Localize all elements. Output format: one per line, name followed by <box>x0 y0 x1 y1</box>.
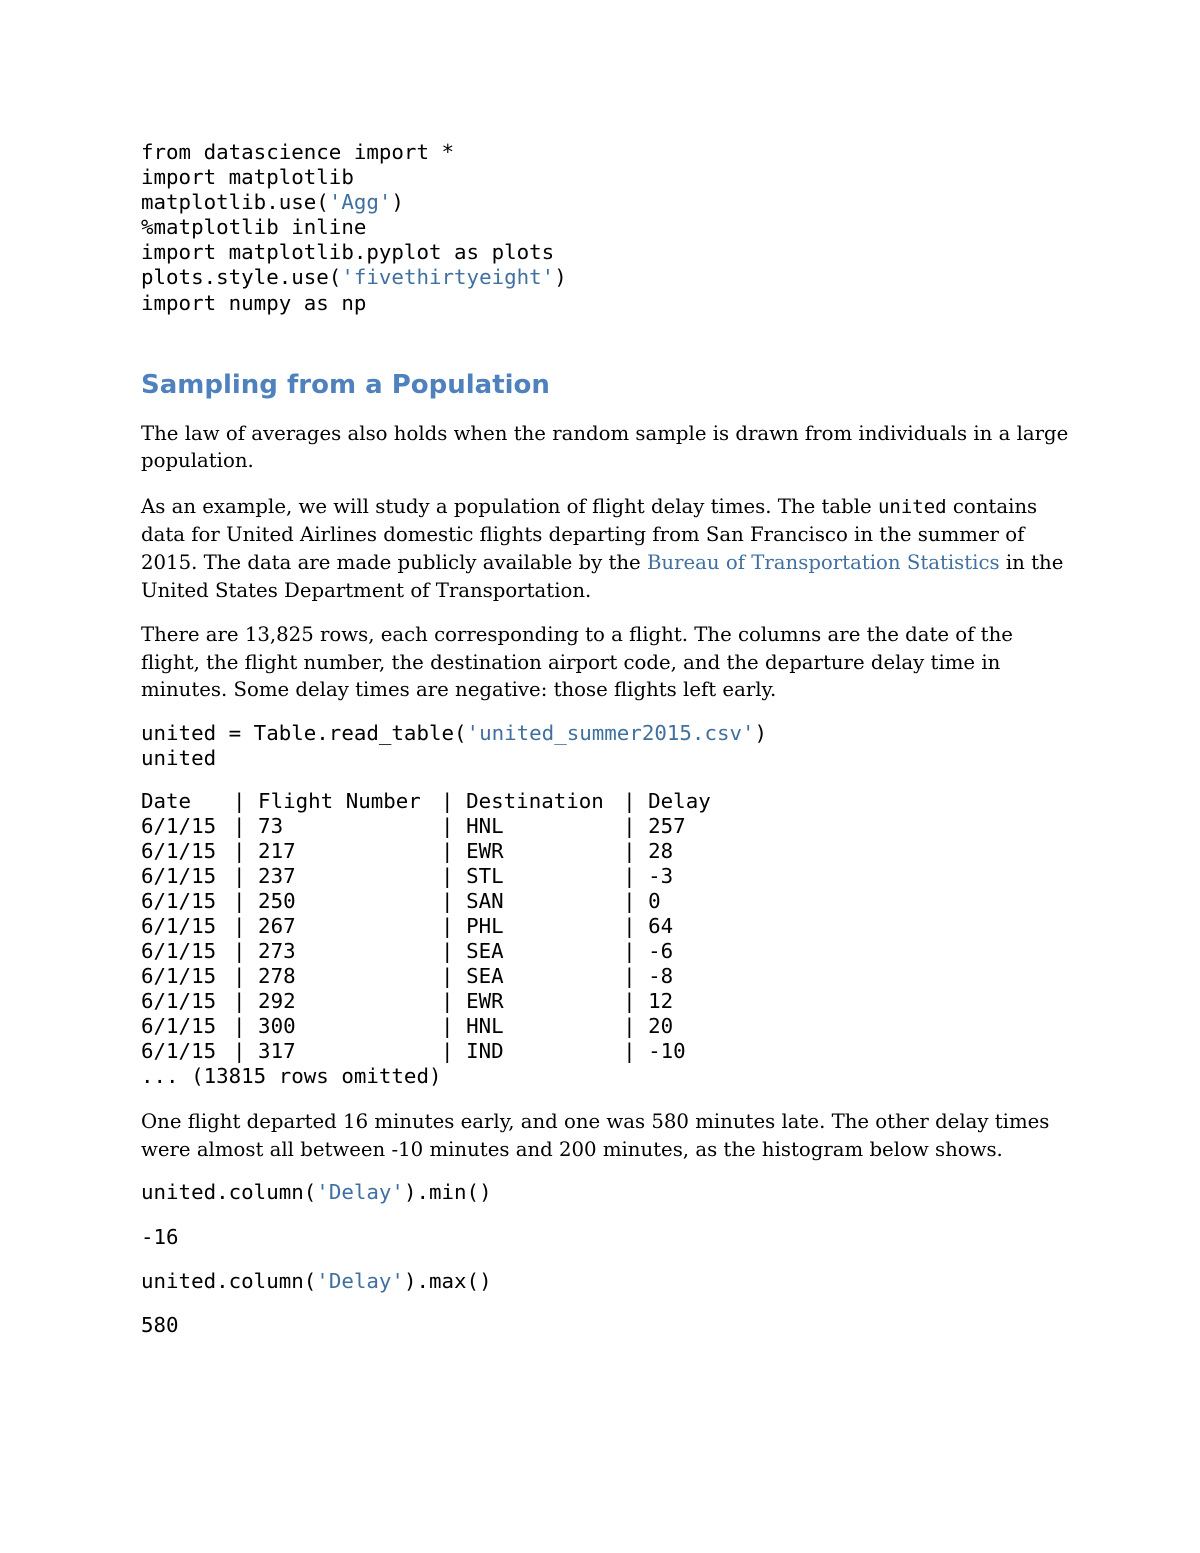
table-row <box>141 814 711 839</box>
code-text: united = Table.read_table( <box>141 721 467 745</box>
column-separator: | <box>233 814 259 839</box>
cell-delay: 64 <box>648 914 674 939</box>
code-cell-min <box>141 1180 1071 1205</box>
table-row <box>141 839 711 864</box>
column-separator: | <box>623 864 649 889</box>
paragraph-columns: There are 13,825 rows, each corresponding to a flight. The columns are the date of the flight, the flight number, the destination airport code, and the departure delay time in minutes. Some delay times are negative: those flights left early. <box>141 623 1013 702</box>
cell-flight-number: 237 <box>258 864 296 889</box>
column-separator: | <box>441 839 467 864</box>
column-separator: | <box>441 889 467 914</box>
column-separator: | <box>441 864 467 889</box>
cell-date: 6/1/15 <box>141 1039 217 1064</box>
code-text: import numpy as np <box>141 290 367 315</box>
column-separator: | <box>623 939 649 964</box>
code-text: plots.style.use( <box>141 265 342 290</box>
column-separator: | <box>623 889 649 914</box>
cell-destination: STL <box>466 864 504 889</box>
cell-delay: 20 <box>648 1014 674 1039</box>
column-separator: | <box>441 939 467 964</box>
table-row <box>141 1039 711 1064</box>
cell-flight-number: 250 <box>258 889 296 914</box>
cell-destination: SAN <box>466 889 504 914</box>
paragraph-intro: The law of averages also holds when the random sample is drawn from individuals in a large population. <box>141 421 1069 473</box>
cell-date: 6/1/15 <box>141 914 217 939</box>
code-text: ).max() <box>403 1268 492 1293</box>
column-header-date: Date <box>141 789 192 814</box>
column-separator: | <box>441 914 467 939</box>
table-body <box>141 814 711 1064</box>
table-row <box>141 914 711 939</box>
column-separator: | <box>441 814 467 839</box>
column-separator: | <box>233 1014 259 1039</box>
paragraph-text: contains data for United Airlines domestic flights departing from San Francisco in the summer of 2015. The data are made publicly available by the <box>141 494 1038 575</box>
column-separator: | <box>441 1014 467 1039</box>
cell-date: 6/1/15 <box>141 839 217 864</box>
table-row <box>141 889 711 914</box>
column-separator: | <box>233 989 259 1014</box>
cell-flight-number: 317 <box>258 1039 296 1064</box>
cell-delay: 12 <box>648 989 674 1014</box>
code-text: united.column( <box>141 1180 317 1205</box>
cell-delay: -3 <box>648 864 674 889</box>
cell-destination: EWR <box>466 989 504 1014</box>
code-cell-max <box>141 1269 1071 1294</box>
column-separator: | <box>441 989 467 1014</box>
code-cell-imports <box>141 140 1071 316</box>
cell-delay: -10 <box>648 1039 686 1064</box>
cell-delay: 0 <box>648 889 661 914</box>
code-text: ) <box>554 265 567 290</box>
paragraph-text: in the United States Department of Transportation. <box>141 551 1064 602</box>
rows-omitted-note: ... (13815 rows omitted) <box>141 1064 442 1089</box>
column-separator: | <box>623 814 649 839</box>
code-string: 'Delay' <box>316 1180 404 1205</box>
code-string: 'united_summer2015.csv' <box>466 721 755 745</box>
column-header-flight-number: Flight Number <box>258 789 421 814</box>
column-separator: | <box>233 914 259 939</box>
column-separator: | <box>623 1014 649 1039</box>
cell-flight-number: 300 <box>258 1014 296 1039</box>
code-text: united <box>141 746 217 771</box>
cell-delay: -6 <box>648 939 674 964</box>
column-separator: | <box>623 964 649 989</box>
output-min: -16 <box>141 1224 179 1249</box>
cell-date: 6/1/15 <box>141 1014 217 1039</box>
cell-destination: IND <box>466 1039 504 1064</box>
code-string: 'Agg' <box>328 190 392 215</box>
code-text: ).min() <box>403 1180 492 1205</box>
code-text: %matplotlib inline <box>141 215 367 240</box>
column-separator: | <box>623 789 649 814</box>
code-text: import matplotlib.pyplot as plots <box>141 240 555 265</box>
cell-flight-number: 273 <box>258 939 296 964</box>
document-page <box>141 140 1071 1338</box>
cell-delay: -8 <box>648 964 674 989</box>
code-text: from datascience import * <box>141 140 455 164</box>
table-row <box>141 864 711 889</box>
cell-destination: HNL <box>466 1014 504 1039</box>
cell-date: 6/1/15 <box>141 939 217 964</box>
table-header-row <box>141 789 711 814</box>
cell-date: 6/1/15 <box>141 889 217 914</box>
column-separator: | <box>441 789 467 814</box>
column-separator: | <box>623 839 649 864</box>
code-text: ) <box>754 721 768 745</box>
output-max: 580 <box>141 1312 179 1337</box>
column-separator: | <box>233 789 259 814</box>
table-row <box>141 939 711 964</box>
column-separator: | <box>233 939 259 964</box>
cell-date: 6/1/15 <box>141 989 217 1014</box>
cell-date: 6/1/15 <box>141 964 217 989</box>
cell-delay: 257 <box>648 814 686 839</box>
table-row <box>141 964 711 989</box>
column-separator: | <box>441 1039 467 1064</box>
inline-code: united <box>877 495 947 518</box>
cell-flight-number: 292 <box>258 989 296 1014</box>
code-text: matplotlib.use( <box>141 190 329 215</box>
column-separator: | <box>233 864 259 889</box>
table-row <box>141 989 711 1014</box>
bts-link[interactable]: Bureau of Transportation Statistics <box>646 551 1000 575</box>
code-text: import matplotlib <box>141 165 354 190</box>
column-separator: | <box>233 964 259 989</box>
united-table <box>141 789 711 1064</box>
code-text: ) <box>391 190 404 215</box>
code-string: 'fivethirtyeight' <box>341 265 555 290</box>
cell-destination: PHL <box>466 914 504 939</box>
section-heading: Sampling from a Population <box>141 369 550 400</box>
cell-destination: SEA <box>466 939 504 964</box>
code-string: 'Delay' <box>316 1268 404 1293</box>
code-text: united.column( <box>141 1268 317 1293</box>
cell-flight-number: 267 <box>258 914 296 939</box>
column-separator: | <box>623 1039 649 1064</box>
column-header-destination: Destination <box>466 789 604 814</box>
column-separator: | <box>233 839 259 864</box>
paragraph-delays: One flight departed 16 minutes early, and one was 580 minutes late. The other delay times were almost all between -10 minutes and 200 minutes, as the histogram below shows. <box>141 1110 1050 1161</box>
column-separator: | <box>623 914 649 939</box>
table-row <box>141 1014 711 1039</box>
cell-flight-number: 278 <box>258 964 296 989</box>
cell-date: 6/1/15 <box>141 814 217 839</box>
column-separator: | <box>441 964 467 989</box>
cell-delay: 28 <box>648 839 674 864</box>
cell-flight-number: 73 <box>258 814 284 839</box>
column-separator: | <box>233 1039 259 1064</box>
cell-destination: EWR <box>466 839 504 864</box>
code-cell-read-table <box>141 721 1071 771</box>
paragraph-text: As an example, we will study a population of flight delay times. The table <box>141 494 878 518</box>
column-separator: | <box>233 889 259 914</box>
cell-flight-number: 217 <box>258 839 296 864</box>
cell-destination: HNL <box>466 814 504 839</box>
paragraph-example <box>141 493 1071 604</box>
column-header-delay: Delay <box>648 789 711 814</box>
cell-date: 6/1/15 <box>141 864 217 889</box>
column-separator: | <box>623 989 649 1014</box>
cell-destination: SEA <box>466 964 504 989</box>
